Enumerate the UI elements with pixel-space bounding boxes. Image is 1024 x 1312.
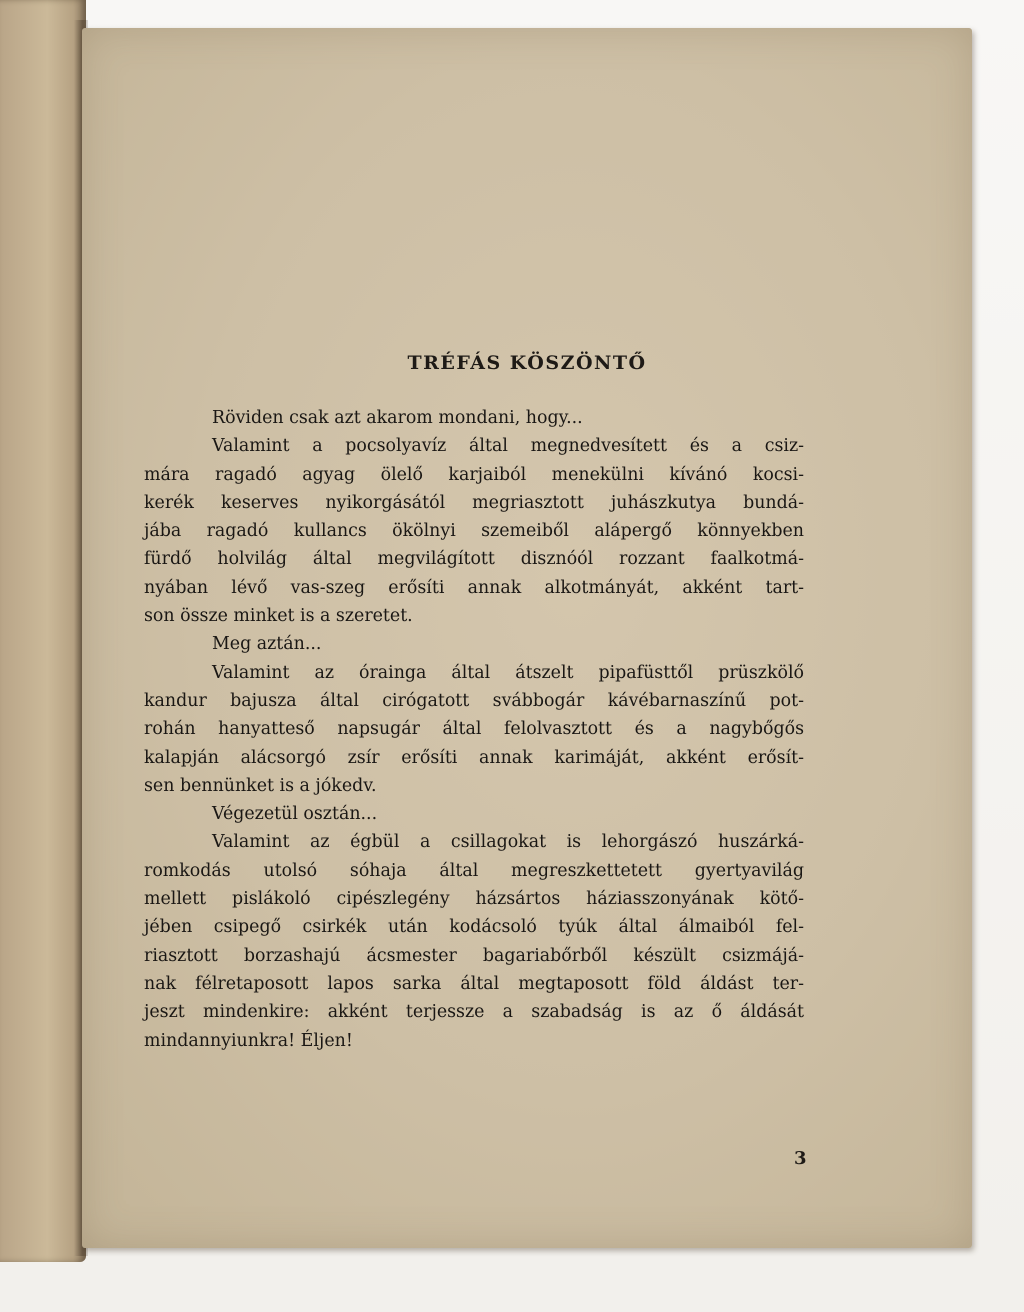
text-line: romkodás utolsó sóhaja által megreszkettetett gyertyavilág: [144, 860, 804, 881]
text-line: jába ragadó kullancs ökölnyi szemeiből alápergő könnyekben: [144, 521, 804, 542]
page-number: 3: [794, 1148, 807, 1169]
text-line: nyában lévő vas-szeg erősíti annak alkotmányát, akként tart-: [144, 577, 804, 598]
text-line: kerék keserves nyikorgásától megriasztott juhászkutya bundá-: [144, 492, 804, 513]
text-line: Valamint az órainga által átszelt pipafüsttől prüszkölő: [212, 662, 804, 683]
text-line: Meg aztán...: [212, 634, 322, 655]
text-line: mellett pislákoló cipészlegény házsártos háziasszonyának kötő-: [144, 889, 804, 910]
text-line: kandur bajusza által cirógatott svábbogár kávébarnaszínű pot-: [144, 690, 804, 711]
text-line: rohán hanyatteső napsugár által felolvasztott és a nagybőgős: [144, 719, 804, 740]
text-line: sen bennünket is a jókedv.: [144, 775, 377, 796]
text-line: jében csipegő csirkék után kodácsoló tyúk által álmaiból fel-: [144, 917, 804, 938]
text-line: Valamint a pocsolyavíz által megnedvesített és a csiz-: [212, 436, 804, 457]
text-line: riasztott borzashajú ácsmester bagariabőrből készült csizmájá-: [144, 945, 804, 966]
page-title: TRÉFÁS KÖSZÖNTŐ: [407, 352, 647, 374]
text-line: mára ragadó agyag ölelő karjaiból menekülni kívánó kocsi-: [144, 464, 804, 485]
text-line: nak félretaposott lapos sarka által megtaposott föld áldást ter-: [144, 973, 804, 994]
text-line: Valamint az égbül a csillagokat is lehorgászó huszárká-: [212, 832, 804, 853]
text-line: Röviden csak azt akarom mondani, hogy...: [212, 408, 583, 428]
text-line: fürdő holvilág által megvilágított disznóól rozzant faalkotmá-: [144, 549, 804, 570]
text-line: jeszt mindenkire: akként terjessze a szabadság is az ő áldását: [144, 1002, 804, 1023]
text-line: son össze minket is a szeretet.: [144, 606, 413, 627]
text-line: Végezetül osztán...: [212, 804, 378, 825]
text-line: mindannyiunkra! Éljen!: [144, 1030, 353, 1051]
text-line: kalapján alácsorgó zsír erősíti annak karimáját, akként erősít-: [144, 747, 804, 768]
book-page: [82, 28, 972, 1248]
body-text: [144, 404, 804, 1055]
